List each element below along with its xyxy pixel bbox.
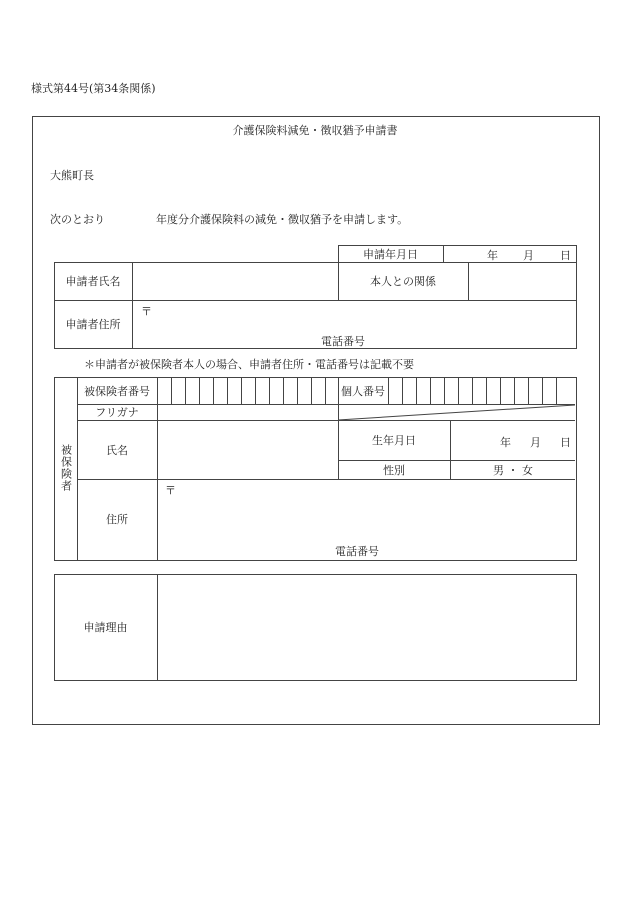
form-number: 様式第44号(第34条関係) — [31, 82, 156, 95]
birth-day[interactable]: 日 — [560, 436, 571, 449]
personal-number-label: 個人番号 — [341, 384, 385, 398]
birth-year[interactable]: 年 — [500, 436, 511, 449]
applicant-postal-mark: 〒 — [141, 305, 152, 318]
reason-label: 申請理由 — [83, 621, 128, 634]
furigana-label: フリガナ — [95, 406, 139, 419]
personal-number-field[interactable] — [389, 378, 575, 404]
birth-month[interactable]: 月 — [530, 436, 541, 449]
application-date-label: 申請年月日 — [363, 247, 418, 261]
sex-label: 性別 — [383, 463, 405, 477]
intro-text: 年度分介護保険料の減免・徴収猶予を申請します。 — [156, 213, 409, 226]
application-date-day[interactable]: 日 — [560, 249, 571, 262]
sex-options[interactable]: 男 ・ 女 — [493, 463, 533, 477]
furigana-diagonal — [338, 404, 576, 421]
insured-phone-label: 電話番号 — [335, 545, 379, 558]
applicant-address-label: 申請者住所 — [65, 318, 121, 331]
addressee: 大熊町長 — [50, 169, 94, 182]
applicant-phone-label: 電話番号 — [321, 335, 365, 348]
insured-number-field[interactable] — [158, 378, 338, 404]
applicant-name-label: 申請者氏名 — [65, 275, 121, 288]
applicant-name-field[interactable] — [133, 263, 338, 300]
insured-address-label: 住所 — [106, 513, 128, 526]
birth-date-label: 生年月日 — [372, 434, 416, 447]
note: ＊申請者が被保険者本人の場合、申請者住所・電話番号は記載不要 — [84, 358, 414, 371]
relation-label: 本人との関係 — [370, 275, 436, 288]
insured-section-text: 被保険者 — [59, 444, 73, 492]
application-date-month[interactable]: 月 — [523, 249, 534, 262]
relation-field[interactable] — [469, 263, 575, 300]
application-date-year[interactable]: 年 — [487, 249, 498, 262]
insured-postal-mark: 〒 — [165, 484, 176, 497]
intro-prefix: 次のとおり — [50, 213, 105, 226]
reason-field[interactable] — [158, 575, 575, 679]
insured-number-label: 被保険者番号 — [84, 384, 150, 398]
insured-name-label: 氏名 — [106, 443, 128, 457]
form-title: 介護保険料減免・徴収猶予申請書 — [232, 124, 398, 137]
insured-section-label — [54, 377, 77, 559]
furigana-field[interactable] — [158, 405, 338, 420]
insured-name-field[interactable] — [158, 421, 338, 479]
